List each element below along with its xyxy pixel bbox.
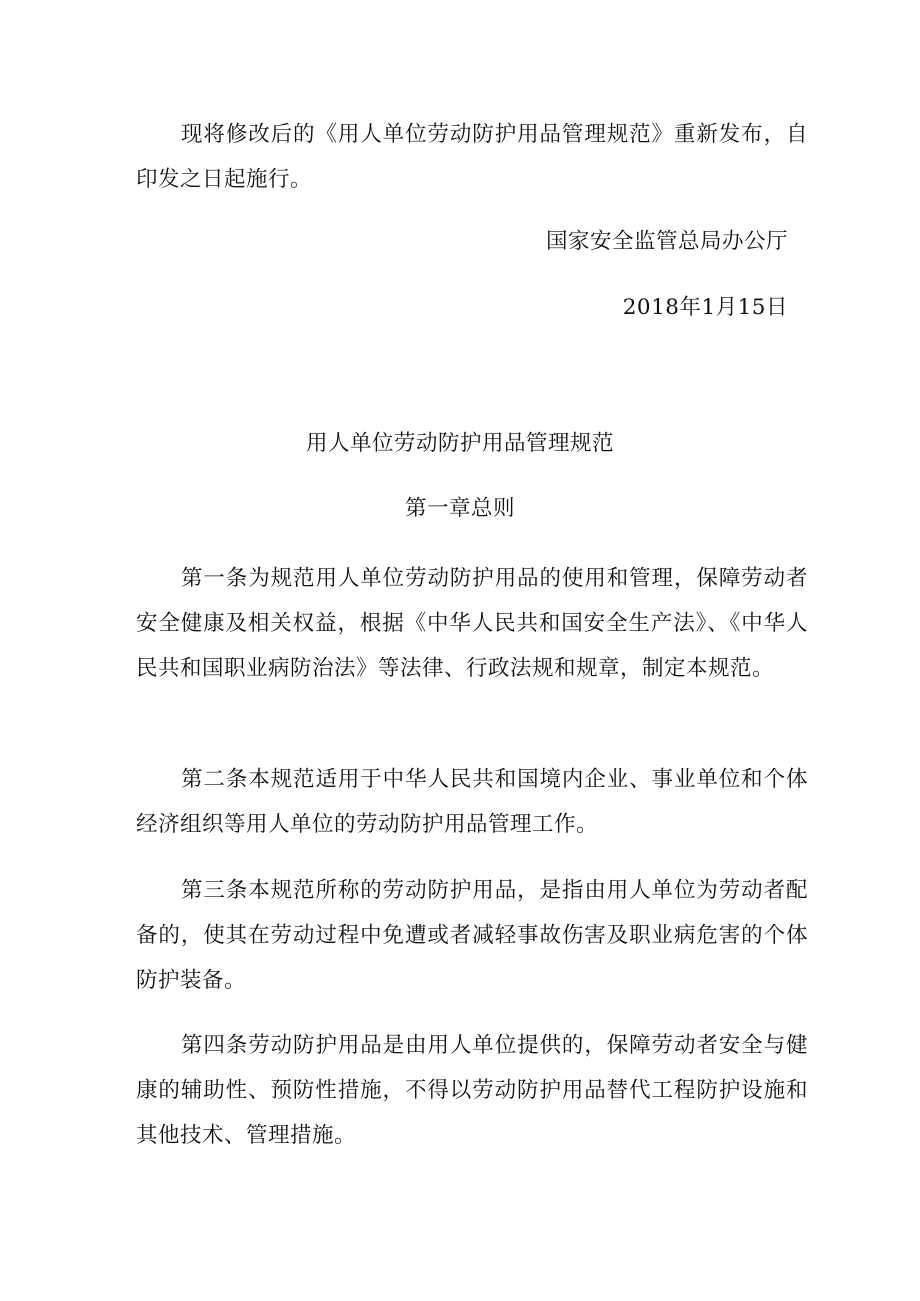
article-2: 第二条本规范适用于中华人民共和国境内企业、事业单位和个体经济组织等用人单位的劳动防护用品管理工作。 bbox=[136, 767, 808, 837]
document-title: 用人单位劳动防护用品管理规范 bbox=[305, 431, 614, 456]
signature-date: 2018年1月15日 bbox=[622, 295, 788, 320]
signature-organization: 国家安全监管总局办公厅 bbox=[545, 229, 788, 254]
article-3: 第三条本规范所称的劳动防护用品，是指由用人单位为劳动者配备的，使其在劳动过程中免遭或者减轻事故伤害及职业病危害的个体防护装备。 bbox=[136, 878, 808, 993]
article-1: 第一条为规范用人单位劳动防护用品的使用和管理，保障劳动者安全健康及相关权益，根据《中华人民共和国安全生产法》、《中华人民共和国职业病防治法》等法律、行政法规和规章，制定本规范。 bbox=[136, 566, 808, 681]
intro-paragraph: 现将修改后的《用人单位劳动防护用品管理规范》重新发布，自印发之日起施行。 bbox=[136, 122, 808, 192]
article-4: 第四条劳动防护用品是由用人单位提供的，保障劳动者安全与健康的辅助性、预防性措施，不得以劳动防护用品替代工程防护设施和其他技术、管理措施。 bbox=[136, 1033, 808, 1148]
chapter-title: 第一章总则 bbox=[404, 496, 515, 521]
